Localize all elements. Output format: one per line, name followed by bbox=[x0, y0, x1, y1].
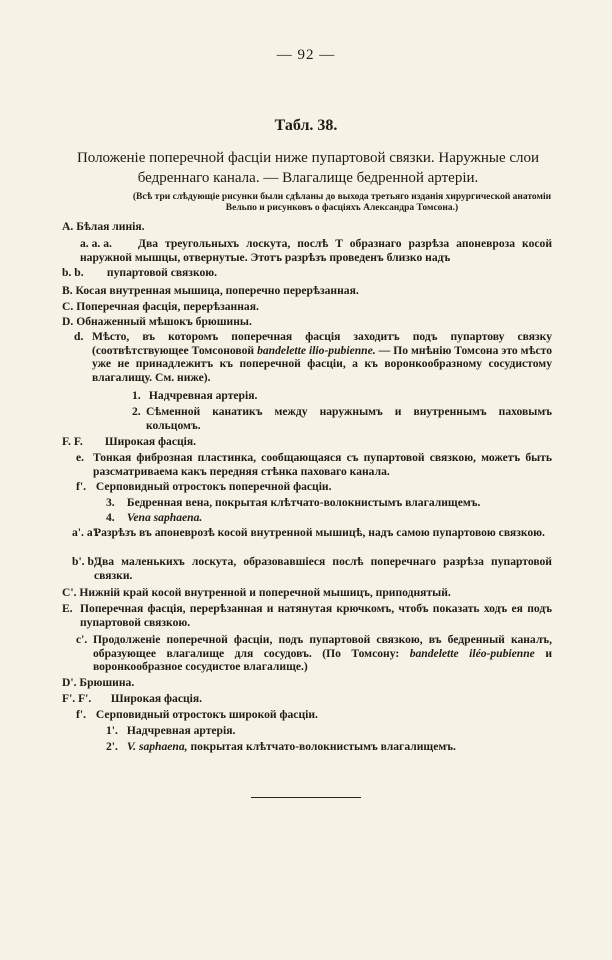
legend-entry bbox=[106, 496, 480, 510]
entry-label: 2. bbox=[132, 405, 141, 418]
legend-entry bbox=[62, 586, 451, 600]
entry-label: C. bbox=[62, 300, 74, 313]
entry-text: Два маленькихъ лоскута, образовавшіеся послѣ поперечнаго разрѣза пупартовой связки. bbox=[94, 555, 552, 582]
entry-label: A. bbox=[62, 220, 74, 233]
legend-entry bbox=[72, 526, 552, 540]
legend-entry bbox=[106, 740, 456, 754]
entry-label: f'. bbox=[76, 708, 86, 721]
closing-rule bbox=[251, 797, 361, 798]
legend-entry bbox=[62, 602, 552, 629]
entry-text: Серповидный отростокъ широкой фасціи. bbox=[95, 708, 318, 721]
entry-text: Брюшина. bbox=[79, 676, 135, 689]
entry-italic: bandelette iléo-pubienne bbox=[409, 646, 535, 660]
legend-entry bbox=[62, 284, 359, 298]
legend-entry bbox=[76, 480, 332, 494]
entry-label: E. bbox=[62, 602, 73, 615]
entry-text: покрытая клѣтчато-волокнистымъ влагалищемъ. bbox=[190, 740, 456, 753]
entry-label: 4. bbox=[106, 511, 115, 524]
entry-text: Продолженіе поперечной фасціи, подъ пупартовой связкою, въ бедренный каналъ, образующее влагалище для сосудовъ. (По Томсону: bandelette iléo-pubienne и воронкообразное сосудистое влагалище.) bbox=[93, 633, 552, 673]
entry-text: Косая внутренная мышица, поперечно перерѣзанная. bbox=[75, 284, 359, 297]
legend-entry bbox=[72, 555, 552, 582]
entry-text: Два треугольныхъ лоскута, послѣ T образнаго разрѣза апоневроза косой наружной мышцы, отвернутые. Этотъ разрѣзъ проведенъ близко надъ bbox=[80, 237, 552, 264]
legend-entry bbox=[76, 633, 552, 674]
table-title: Табл. 38. bbox=[274, 117, 338, 134]
entry-text: Сѣменной канатикъ между наружнымъ и внутреннымъ паховымъ кольцомъ. bbox=[146, 405, 552, 432]
entry-label: D'. bbox=[62, 676, 77, 689]
entry-text: Разрѣзъ въ апоневрозѣ косой внутренной мышицѣ, надъ самою пупартовою связкою. bbox=[94, 526, 545, 539]
legend-entry bbox=[62, 435, 196, 449]
entry-text: Поперечная фасція, перерѣзанная. bbox=[76, 300, 259, 313]
legend-entry bbox=[132, 405, 552, 432]
page-number: — 92 — bbox=[276, 47, 336, 63]
entry-text: Широкая фасція. bbox=[104, 435, 197, 448]
legend-entry bbox=[62, 315, 252, 329]
entry-label: 1. bbox=[132, 389, 141, 402]
entry-label: F'. F'. bbox=[62, 692, 92, 705]
entry-label: c'. bbox=[76, 633, 88, 646]
entry-label: a'. a'. bbox=[72, 526, 99, 539]
entry-label: 2'. bbox=[106, 740, 118, 753]
entry-italic: bandelette ilio-pubienne. bbox=[257, 343, 376, 357]
entry-label: f'. bbox=[76, 480, 86, 493]
plate-subtitle: Положеніе поперечной фасціи ниже пупартовой связки. Наружные слои бедреннаго канала. — Влагалище бедренной артеріи. bbox=[76, 150, 540, 186]
entry-label: B. bbox=[62, 284, 73, 297]
legend-entry bbox=[132, 389, 257, 403]
entry-text: Бѣлая линія. bbox=[76, 220, 145, 233]
entry-label: F. F. bbox=[62, 435, 83, 448]
legend-entry bbox=[62, 266, 217, 280]
legend-entry bbox=[76, 708, 318, 722]
entry-label: b. b. bbox=[62, 266, 84, 279]
entry-label: b'. b'. bbox=[72, 555, 101, 568]
entry-text: Бедренная вена, покрытая клѣтчато-волокнистымъ влагалищемъ. bbox=[126, 496, 481, 509]
entry-label: 1'. bbox=[106, 724, 118, 737]
legend-entry bbox=[106, 511, 202, 525]
entry-label: e. bbox=[76, 451, 85, 464]
legend-entry bbox=[62, 676, 134, 690]
legend-entry bbox=[74, 330, 552, 384]
entry-italic: Vena saphaena. bbox=[126, 511, 203, 524]
legend-entry bbox=[76, 451, 552, 478]
legend-entry bbox=[62, 692, 202, 706]
entry-text: Поперечная фасція, перерѣзанная и натянутая крючкомъ, чтобъ показать ходъ ея подъ пупартовой связкою. bbox=[80, 602, 552, 629]
entry-text: Серповидный отростокъ поперечной фасціи. bbox=[95, 480, 332, 493]
entry-label: 3. bbox=[106, 496, 115, 509]
entry-text: Надчревная артерія. bbox=[126, 724, 236, 737]
entry-text: Широкая фасція. bbox=[110, 692, 203, 705]
entry-italic: V. saphaena, bbox=[126, 740, 188, 753]
entry-label: C'. bbox=[62, 586, 77, 599]
legend-entry bbox=[62, 300, 259, 314]
entry-label: d. bbox=[74, 330, 84, 343]
entry-text: пупартовой связкою. bbox=[106, 266, 218, 279]
entry-text: Обнаженный мѣшокъ брюшины. bbox=[76, 315, 252, 328]
entry-text: Мѣсто, въ которомъ поперечная фасція заходитъ подъ пупартову связку (соотвѣтствующее Томсоновой bandelette ilio-pubienne. — По мнѣнію Томсона это мѣсто уже не принадлежитъ къ поперечной фасціи, а къ воронкообразному сосудистому влагалищу. См. ниже). bbox=[92, 330, 553, 384]
legend-entry bbox=[106, 724, 235, 738]
subtitle-note: (Всѣ три слѣдующіе рисунки были сдѣланы до выхода третьяго изданія хирургической анатоміи Вельпо и рисунковъ о фасціяхъ Александра Томсона.) bbox=[132, 192, 552, 213]
legend-entry bbox=[62, 220, 145, 234]
entry-label: D. bbox=[62, 315, 74, 328]
entry-text: Тонкая фиброзная пластинка, сообщающаяся съ пупартовой связкою, можетъ быть разсматриваема какъ передняя стѣнка паховаго канала. bbox=[93, 451, 552, 478]
legend-entry bbox=[80, 237, 552, 264]
entry-label: a. a. a. bbox=[80, 237, 112, 250]
entry-text: Надчревная артерія. bbox=[148, 389, 258, 402]
entry-text: Нижній край косой внутренной и поперечной мышицъ, приподнятый. bbox=[79, 586, 451, 599]
